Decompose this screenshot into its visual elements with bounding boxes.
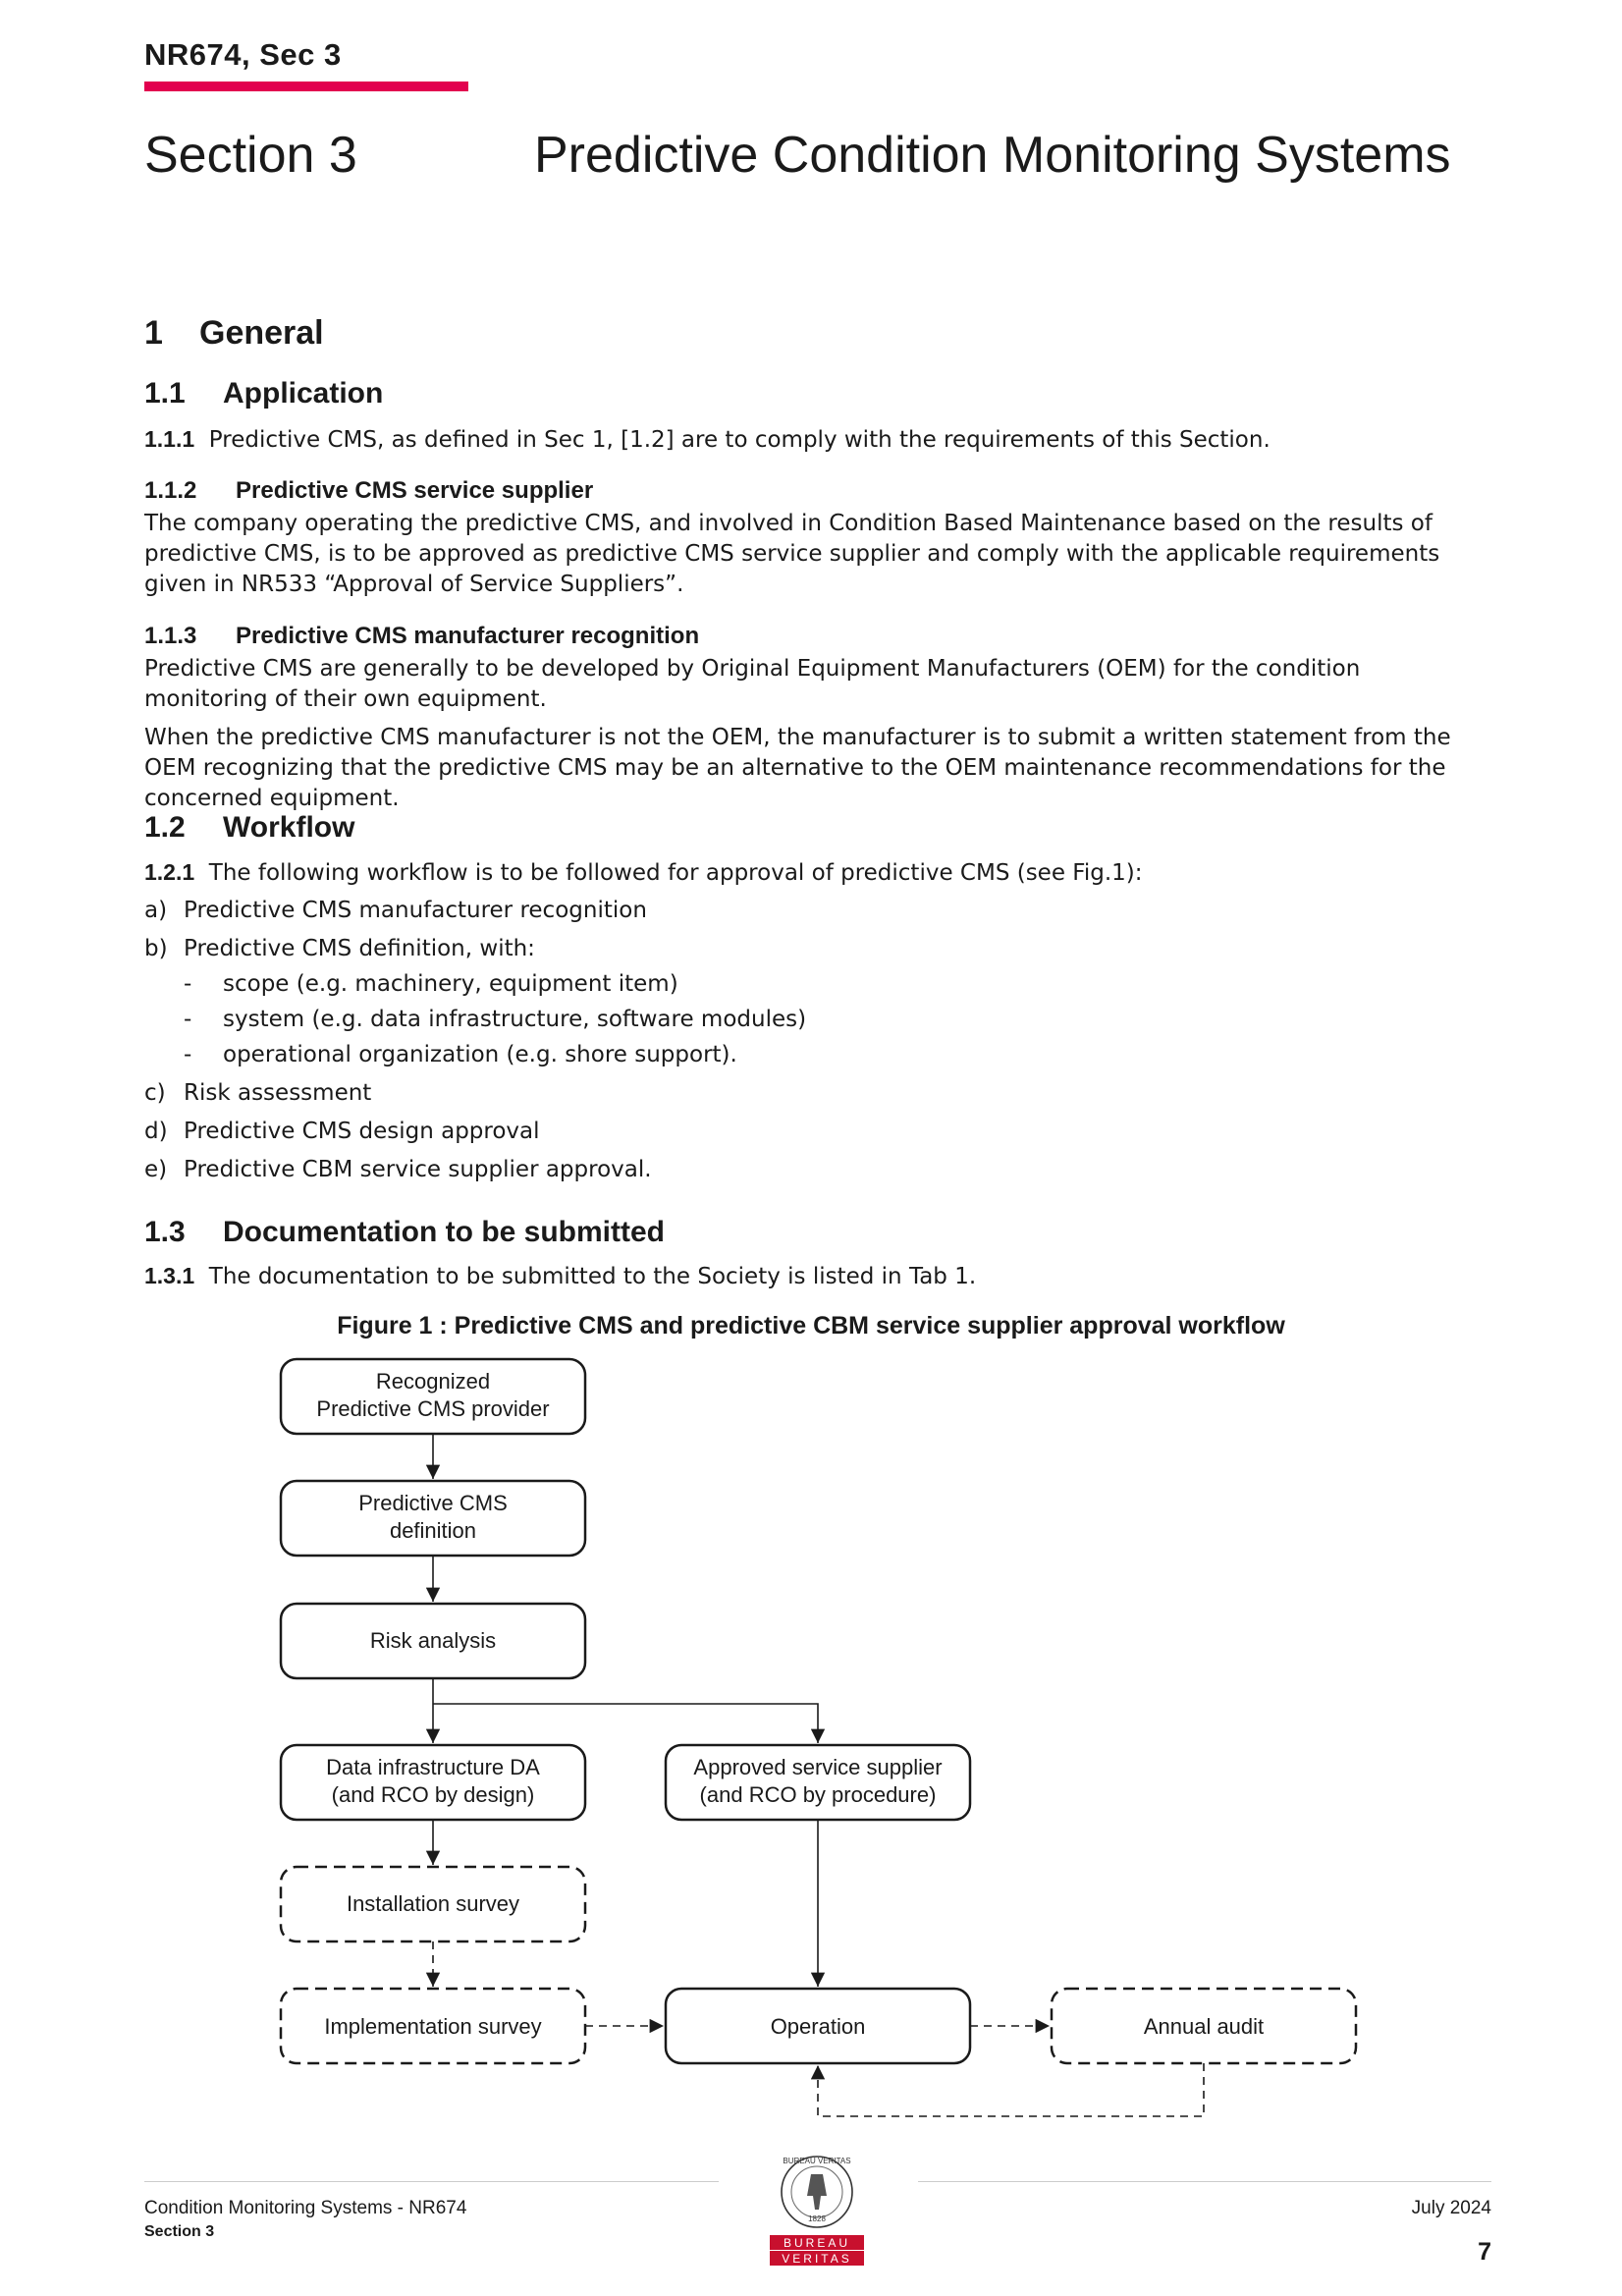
paragraph-1-1-3-a: Predictive CMS are generally to be developed by Original Equipment Manufacturers (OEM) for the condition monitoring of their own equipment. xyxy=(144,656,1361,712)
paragraph-number: 1.1.1 xyxy=(144,426,195,452)
section-label: Section 3 xyxy=(144,127,357,184)
footer-document-title: Condition Monitoring Systems - NR674 xyxy=(144,2198,467,2218)
heading-number: 1.2 xyxy=(144,811,186,844)
heading-number: 1 xyxy=(144,314,163,352)
heading-text: Application xyxy=(223,377,384,410)
heading-number: 1.1 xyxy=(144,377,186,410)
heading-number: 1.3 xyxy=(144,1216,186,1248)
list-text: Predictive CMS definition, with: xyxy=(184,936,535,961)
diagram-text: BUREAU xyxy=(783,2236,851,2250)
paragraph-1-1-2: The company operating the predictive CMS, and involved in Condition Based Maintenance based on the results of predictive CMS, is to be approved as predictive CMS service supplier and comply with the applicable requirements given in NR533 “Approval of Service Suppliers”. xyxy=(144,511,1440,597)
paragraph-text: Predictive CMS, as defined in Sec 1, [1.2] are to comply with the requirements of this Section. xyxy=(208,427,1271,453)
box-text: definition xyxy=(389,1518,477,1543)
box-text: (and RCO by design) xyxy=(331,1782,535,1807)
heading-number: 1.1.3 xyxy=(144,623,197,649)
diagram-text: 1828 xyxy=(808,2214,826,2223)
list-text: scope (e.g. machinery, equipment item) xyxy=(223,971,678,997)
list-marker: - xyxy=(184,1007,192,1032)
footer-rule-right xyxy=(918,2181,1491,2182)
list-marker: a) xyxy=(144,898,168,923)
list-marker: - xyxy=(184,971,192,997)
footer-date: July 2024 xyxy=(1411,2198,1491,2218)
list-marker: e) xyxy=(144,1157,168,1182)
paragraph-number: 1.2.1 xyxy=(144,859,195,885)
page-number: 7 xyxy=(1478,2238,1491,2266)
list-marker: c) xyxy=(144,1080,166,1106)
box-text: Recognized xyxy=(375,1369,491,1394)
box-text: (and RCO by procedure) xyxy=(699,1782,937,1807)
bureau-veritas-logo xyxy=(770,2157,864,2266)
heading-text: Predictive CMS service supplier xyxy=(236,477,594,504)
paragraph-text: The following workflow is to be followed for approval of predictive CMS (see Fig.1): xyxy=(208,860,1143,886)
box-text: Implementation survey xyxy=(324,2014,542,2039)
box-text: Predictive CMS provider xyxy=(316,1396,550,1421)
arrow-audit-operation xyxy=(818,2063,1204,2116)
box-text: Risk analysis xyxy=(369,1628,497,1653)
figure-caption: Figure 1 : Predictive CMS and predictive CBM service supplier approval workflow xyxy=(337,1312,1285,1339)
box-text: Predictive CMS xyxy=(358,1491,508,1515)
diagram-text: BUREAU VERITAS xyxy=(783,2157,851,2165)
paragraph-1-1-3-b: When the predictive CMS manufacturer is not the OEM, the manufacturer is to submit a written statement from the OEM recognizing that the predictive CMS may be an alternative to the OEM maintenance recommendations for the concerned equipment. xyxy=(144,725,1451,811)
list-marker: - xyxy=(184,1042,192,1067)
list-marker: d) xyxy=(144,1119,168,1144)
box-text: Annual audit xyxy=(1143,2014,1265,2039)
list-text: Predictive CBM service supplier approval. xyxy=(184,1157,652,1182)
heading-text: Predictive CMS manufacturer recognition xyxy=(236,623,700,649)
paragraph-number: 1.3.1 xyxy=(144,1263,195,1288)
heading-text: Documentation to be submitted xyxy=(223,1216,665,1248)
box-text: Approved service supplier xyxy=(693,1755,943,1779)
list-text: operational organization (e.g. shore support). xyxy=(223,1042,737,1067)
document-code: NR674, Sec 3 xyxy=(144,37,342,72)
arrow-risk-supplier xyxy=(433,1704,818,1743)
box-text: Installation survey xyxy=(346,1891,520,1916)
footer-section: Section 3 xyxy=(144,2223,215,2240)
paragraph-text: The documentation to be submitted to the Society is listed in Tab 1. xyxy=(208,1264,977,1289)
footer-rule-left xyxy=(144,2181,719,2182)
list-text: Predictive CMS manufacturer recognition xyxy=(184,898,647,923)
heading-text: Workflow xyxy=(223,811,355,844)
diagram-text: VERITAS xyxy=(782,2252,852,2266)
section-title: Predictive Condition Monitoring Systems xyxy=(534,127,1451,184)
list-text: Risk assessment xyxy=(184,1080,372,1106)
box-text: Operation xyxy=(770,2014,866,2039)
box-text: Data infrastructure DA xyxy=(326,1755,540,1779)
list-text: system (e.g. data infrastructure, software modules) xyxy=(223,1007,807,1032)
heading-text: General xyxy=(199,314,324,352)
heading-number: 1.1.2 xyxy=(144,477,197,504)
list-marker: b) xyxy=(144,936,168,961)
list-text: Predictive CMS design approval xyxy=(184,1119,540,1144)
